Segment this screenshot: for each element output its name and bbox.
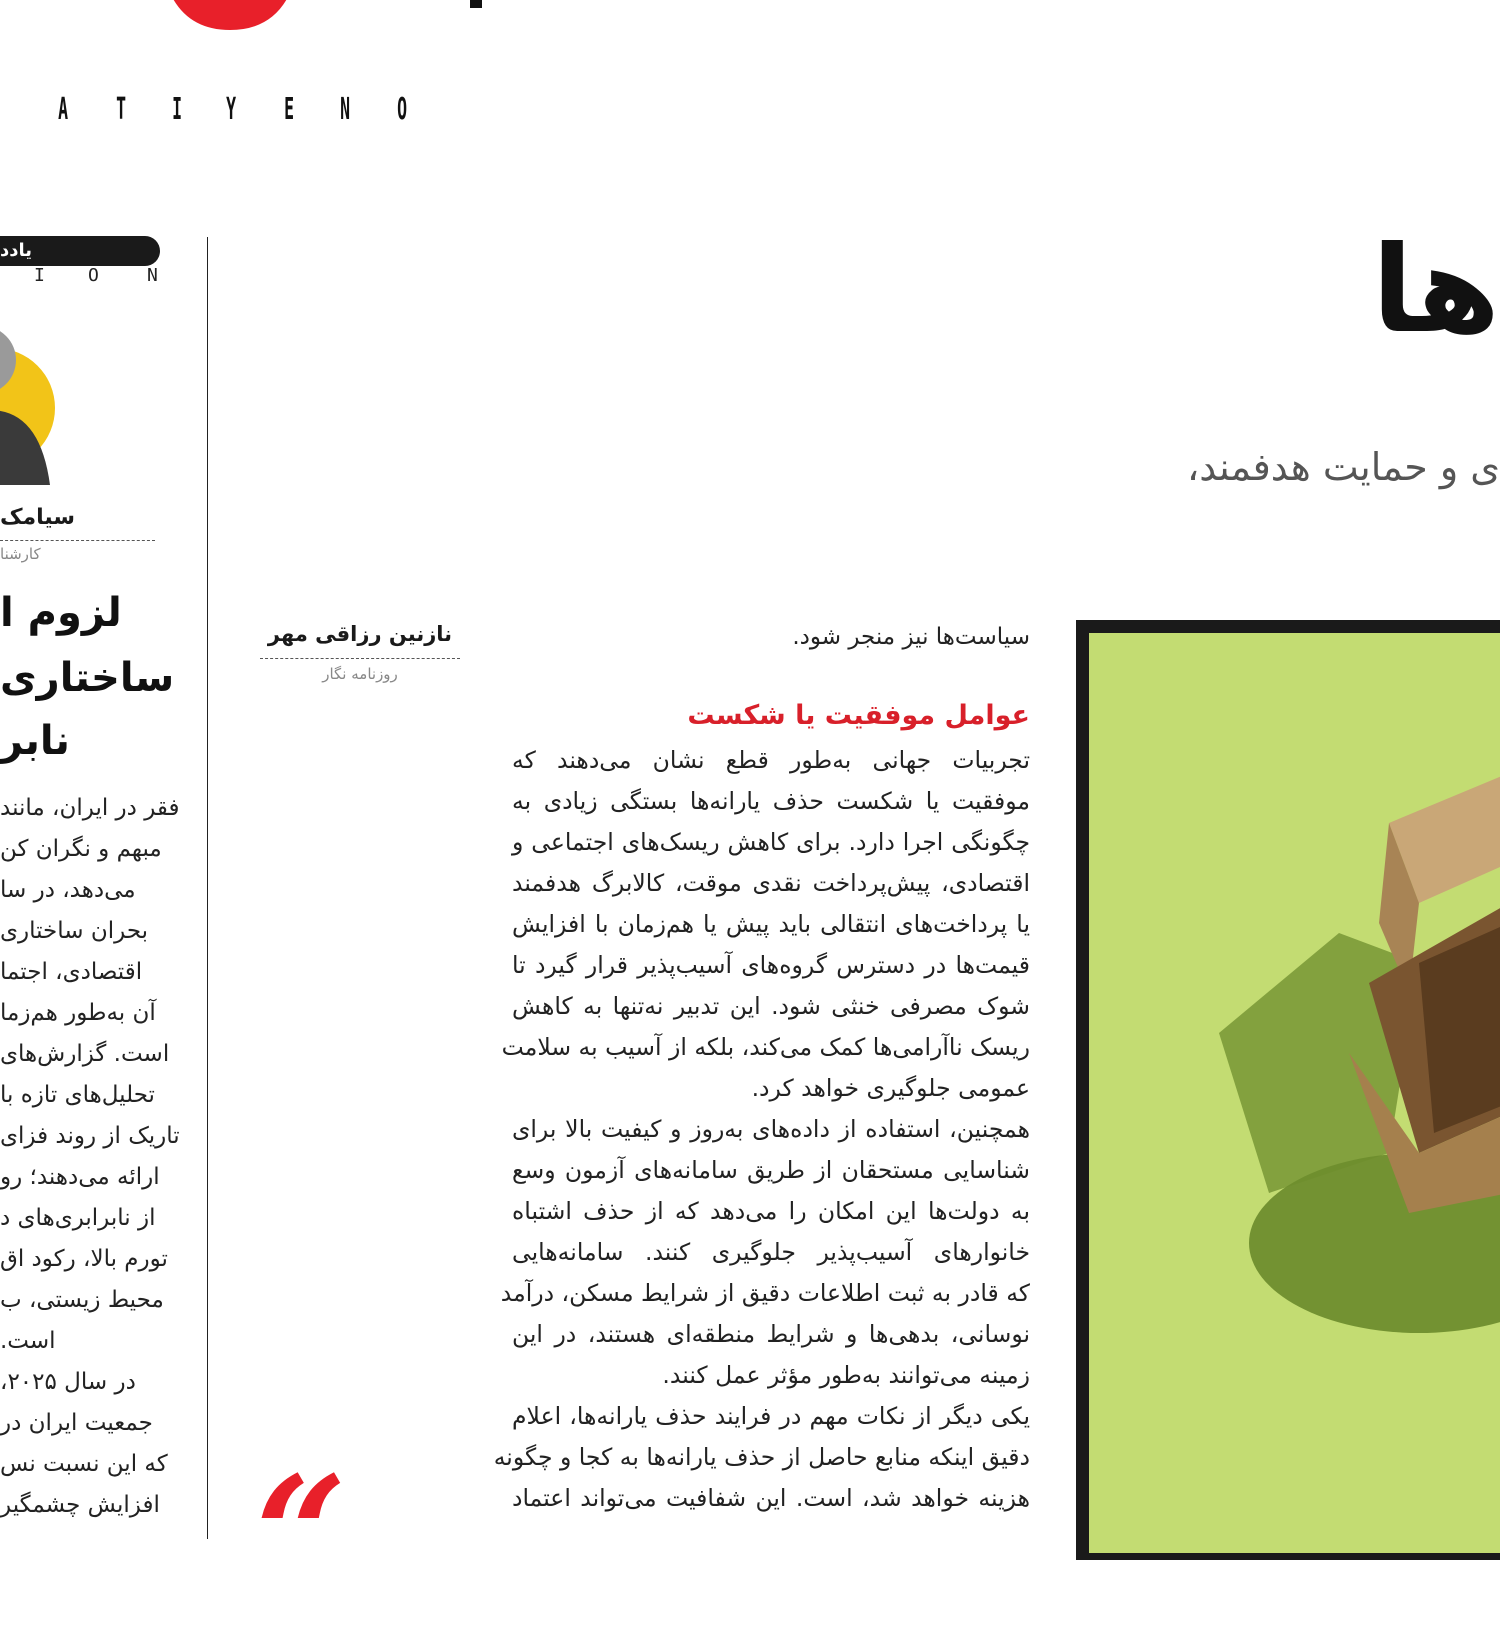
article-body-line: چگونگی اجرا دارد. برای کاهش ریسک‌های اجتماعی و [512,828,1030,856]
opinion-body-line: ارائه می‌دهند؛ رو [0,1164,160,1190]
opinion-letter: O [88,265,99,286]
opinion-body-line: می‌دهد، در سا [0,877,136,903]
opinion-body-line: جمعیت ایران در [0,1410,153,1436]
opinion-body-line: است. گزارش‌های [0,1041,170,1067]
masthead-letter: I [172,92,182,127]
article-author-divider [260,658,460,659]
article-author-role: روزنامه نگار [322,665,398,683]
article-body-line: دقیق اینکه منابع حاصل از حذف یارانه‌ها به کجا و چگونه [493,1443,1030,1471]
photo [1089,633,1500,1553]
article-body-line: اقتصادی، پیش‌پرداخت نقدی موقت، کالابرگ هدفمند [512,869,1030,897]
opinion-tab-label: یادد [0,240,32,261]
masthead-letter: E [284,92,294,127]
article-lead-line: سیاست‌ها نیز منجر شود. [792,624,1030,650]
opinion-author-divider [0,540,155,541]
article-body-line: موفقیت یا شکست حذف یارانه‌ها بستگی زیادی به [512,787,1030,815]
opinion-body-line: تحلیل‌های تازه با [0,1082,155,1108]
article-body-line: قیمت‌ها در دسترس گروه‌های آسیب‌پذیر قرار گیرد تا [512,951,1030,979]
article-body-line: تجربیات جهانی به‌طور قطع نشان می‌دهند که [512,746,1030,774]
author-photo-icon [0,300,55,485]
opinion-body-line: فقر در ایران، مانند [0,795,180,821]
opinion-body-line: آن به‌طور هم‌زما [0,1000,156,1026]
article-body-line: شناسایی مستحقان از طریق سامانه‌های آزمون وسع [512,1156,1030,1184]
article-body-line: هزینه خواهد شد، است. این شفافیت می‌تواند اعتماد [512,1484,1030,1512]
opinion-body-line: افزایش چشمگیر [0,1492,160,1518]
masthead-dash [470,0,482,8]
opinion-body-line: بحران ساختاری [0,918,149,944]
opinion-author-role: کارشنا [0,545,41,563]
article-body-line: همچنین، استفاده از داده‌های به‌روز و کیفیت بالا برای [512,1115,1030,1143]
article-body-line: یا پرداخت‌های انتقالی باید پیش یا هم‌زمان با افزایش [512,910,1030,938]
masthead-letter: N [340,92,350,127]
opinion-body-line: تاریک از روند فزای [0,1123,180,1149]
column-divider [207,237,208,1539]
opinion-title-line: نابر [0,718,70,764]
quote-mark-icon: “ [255,1441,348,1629]
opinion-author-name: سیامک [0,505,76,530]
masthead-letter: Y [226,92,236,127]
opinion-title-line: ساختاری [0,655,175,701]
article-body-line: زمینه می‌توانند به‌طور مؤثر عمل کنند. [662,1361,1030,1389]
opinion-body-line: اقتصادی، اجتما [0,959,143,985]
cardboard-box-photo-icon [1089,633,1500,1553]
opinion-body-line: در سال ۲۰۲۵، [0,1369,136,1395]
opinion-title-line: لزوم ا [0,590,122,636]
red-logo-arc-icon [150,0,310,34]
article-body-line: که قادر به ثبت اطلاعات دقیق از شرایط مسکن، درآمد [500,1279,1030,1307]
article-body-line: شوک مصرفی خنثی شود. این تدبیر نه‌تنها به کاهش [512,992,1030,1020]
article-body-line: نوسانی، بدهی‌ها و شرایط منطقه‌ای هستند، در این [512,1320,1030,1348]
masthead-letter: T [116,92,126,127]
opinion-letter: I [34,265,45,286]
opinion-body-line: از نابرابری‌های د [0,1205,156,1231]
section-heading: عوامل موفقیت یا شکست [687,700,1030,731]
opinion-letter: N [147,265,158,286]
article-body-line: یکی دیگر از نکات مهم در فرایند حذف یارانه‌ها، اعلام [512,1402,1030,1430]
article-body-line: به دولت‌ها این امکان را می‌دهد که از حذف اشتباه [512,1197,1030,1225]
opinion-body-line: است. [0,1328,56,1354]
opinion-body-line: که این نسبت نس [0,1451,168,1477]
article-body-line: عمومی جلوگیری خواهد کرد. [751,1074,1030,1102]
headline: ها [1371,221,1500,360]
opinion-body-line: محیط زیستی، ب [0,1287,164,1313]
headline-subtitle: ی و حمایت هدفمند، [1186,445,1500,489]
opinion-body-line: تورم بالا، رکود اق [0,1246,168,1272]
article-body-line: ریسک ناآرامی‌ها کمک می‌کند، بلکه از آسیب به سلامت [501,1033,1030,1061]
opinion-body-line: مبهم و نگران کن [0,836,162,862]
masthead-letter: O [397,92,407,127]
article-author-name: نازنین رزاقی مهر [267,622,453,646]
article-body-line: خانوارهای آسیب‌پذیر جلوگیری کنند. سامانه‌هایی [512,1238,1030,1266]
masthead-letter: A [58,92,68,127]
